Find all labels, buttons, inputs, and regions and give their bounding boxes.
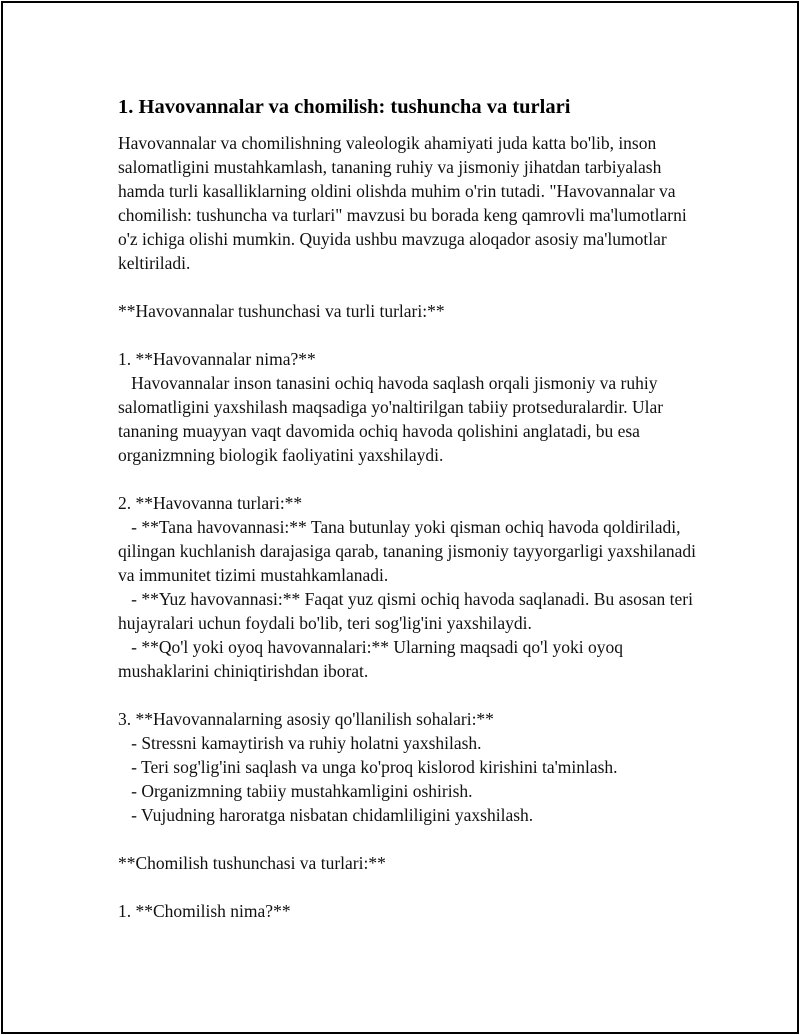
document-title: 1. Havovannalar va chomilish: tushuncha va turlari xyxy=(118,96,571,118)
item-title-havovanna-turlari: 2. **Havovanna turlari:** xyxy=(118,493,303,513)
subitem-yuz-havovannasi: - **Yuz havovannasi:** Faqat yuz qismi ochiq havoda saqlanadi. Bu asosan teri hujayralari uchun foydali bo'lib, teri sog'lig'ini yaxshilaydi. xyxy=(118,589,698,633)
item-title-qollanilish-sohalari: 3. **Havovannalarning asosiy qo'llanilish sohalari:** xyxy=(118,709,494,729)
spacer xyxy=(118,275,698,299)
section-heading-chomilish: **Chomilish tushunchasi va turlari:** xyxy=(118,853,386,873)
intro-paragraph: Havovannalar va chomilishning valeologik ahamiyati juda katta bo'lib, inson salomatligini mustahkamlash, tananing ruhiy va jismoniy jihatdan tarbiyalash hamda turli kasalliklarning oldini olishda muhim o'rin tutadi. "Havovannalar va chomilish: tushuncha va turlari" mavzusi bu borada keng qamrovli ma'lumotlarni o'z ichiga olishi mumkin. Quyida ushbu mavzuga aloqador asosiy ma'lumotlar keltiriladi. xyxy=(118,133,692,273)
spacer xyxy=(118,467,698,491)
list-item: - Organizmning tabiiy mustahkamligini oshirish. xyxy=(118,781,473,801)
document-body xyxy=(118,93,701,923)
spacer xyxy=(118,875,698,899)
spacer xyxy=(118,827,698,851)
section-heading-havovannalar: **Havovannalar tushunchasi va turli turlari:** xyxy=(118,301,445,321)
spacer xyxy=(118,683,698,707)
list-item: - Teri sog'lig'ini saqlash va unga ko'proq kislorod kirishini ta'minlash. xyxy=(118,757,618,777)
list-item: - Stressni kamaytirish va ruhiy holatni yaxshilash. xyxy=(118,733,482,753)
subitem-tana-havovannasi: - **Tana havovannasi:** Tana butunlay yoki qisman ochiq havoda qoldiriladi, qilingan kuchlanish darajasiga qarab, tananing jismoniy tayyorgarligi yaxshilanadi va immunitet tizimi mustahkamlanadi. xyxy=(118,517,701,585)
list-item: - Vujudning haroratga nisbatan chidamliligini yaxshilash. xyxy=(118,805,534,825)
subitem-qol-oyoq-havovannalari: - **Qo'l yoki oyoq havovannalari:** Ularning maqsadi qo'l yoki oyoq mushaklarini chiniqtirishdan iborat. xyxy=(118,637,628,681)
item-title-chomilish-nima: 1. **Chomilish nima?** xyxy=(118,901,291,921)
spacer xyxy=(118,323,698,347)
item-title-havovannalar-nima: 1. **Havovannalar nima?** xyxy=(118,349,316,369)
item-body-havovannalar-nima: Havovannalar inson tanasini ochiq havoda saqlash orqali jismoniy va ruhiy salomatligini yaxshilash maqsadiga yo'naltirilgan tabiiy protseduralardir. Ular tananing muayyan vaqt davomida ochiq havoda qolishini anglatadi, bu esa organizmning biologik faoliyatini yaxshilaydi. xyxy=(118,373,668,465)
